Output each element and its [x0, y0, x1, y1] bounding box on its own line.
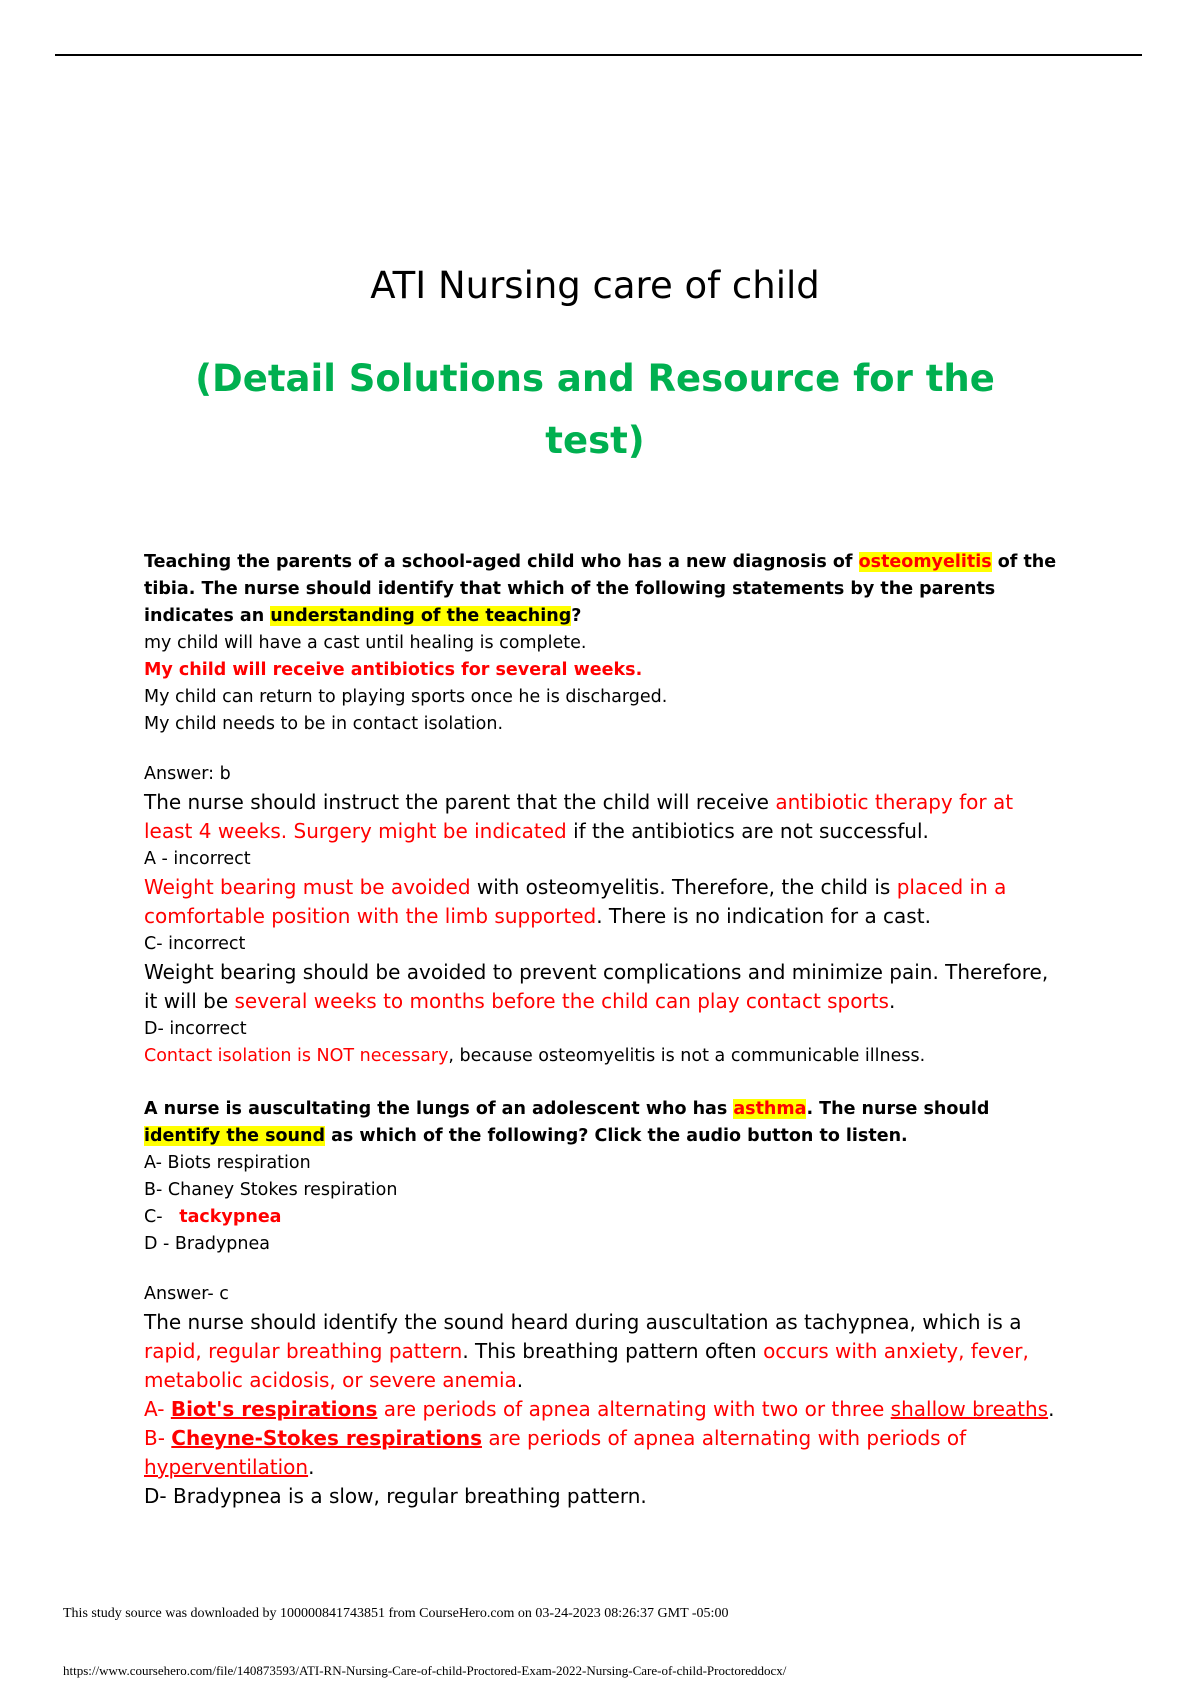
option-a-explanation: Weight bearing must be avoided with osteomyelitis. Therefore, the child is placed in a comfortable position with the limb supported. There is no indication for a cast.: [144, 875, 1007, 928]
option-a-label: A - incorrect: [144, 849, 251, 869]
question-1-option: my child will have a cast until healing is complete.: [144, 633, 587, 653]
question-2-option-c: C- tackypnea: [144, 1207, 282, 1227]
option-d-label: D- incorrect: [144, 1019, 247, 1039]
question-2-explanation: The nurse should identify the sound heard during auscultation as tachypnea, which is a rapid, regular breathing pattern. This breathing pattern often occurs with anxiety, fever, metabolic acidosis, or severe anemia.: [144, 1310, 1029, 1392]
option-b-cheyne-stokes: B- Cheyne-Stokes respirations are periods of apnea alternating with periods of hyperventilation.: [144, 1426, 967, 1479]
document-title: ATI Nursing care of child: [370, 264, 820, 307]
option-c-label: C- incorrect: [144, 934, 246, 954]
document-subtitle: (Detail Solutions and Resource for the test): [195, 357, 995, 462]
question-1-option: My child needs to be in contact isolation.: [144, 714, 504, 734]
option-d-bradypnea: D- Bradypnea is a slow, regular breathing pattern.: [144, 1484, 647, 1508]
question-2-stem: A nurse is auscultating the lungs of an adolescent who has asthma. The nurse should identify the sound as which of the following? Click the audio button to listen.: [144, 1099, 990, 1146]
question-1-stem: Teaching the parents of a school-aged child who has a new diagnosis of osteomyelitis of the tibia. The nurse should identify that which of the following statements by the parents indicates an understanding of the teaching?: [144, 552, 1057, 626]
option-c-explanation: Weight bearing should be avoided to prevent complications and minimize pain. Therefore, it will be several weeks to months before the child can play contact sports.: [144, 960, 1049, 1013]
option-d-explanation: Contact isolation is NOT necessary, because osteomyelitis is not a communicable illness.: [144, 1046, 926, 1066]
highlight-osteomyelitis: osteomyelitis: [858, 552, 992, 572]
question-2-option-a: A- Biots respiration: [144, 1153, 311, 1173]
highlight-understanding: understanding of the teaching: [270, 606, 572, 626]
question-1-option: My child can return to playing sports once he is discharged.: [144, 687, 668, 707]
question-1-answer: Answer: b: [144, 764, 231, 784]
highlight-identify-sound: identify the sound: [144, 1126, 325, 1146]
question-1-explanation: The nurse should instruct the parent that the child will receive antibiotic therapy for at least 4 weeks. Surgery might be indicated if the antibiotics are not successful.: [144, 790, 1014, 843]
footer-url[interactable]: https://www.coursehero.com/file/140873593/ATI-RN-Nursing-Care-of-child-Proctored-Exam-2022-Nursing-Care-of-child-Proctoreddocx/: [63, 1663, 787, 1678]
option-a-biots: A- Biot's respirations are periods of apnea alternating with two or three shallow breaths.: [144, 1397, 1055, 1421]
question-1-correct-option: My child will receive antibiotics for several weeks.: [144, 660, 643, 680]
question-2-option-b: B- Chaney Stokes respiration: [144, 1180, 398, 1200]
top-rule: [55, 54, 1142, 56]
document-body: [144, 549, 1059, 1511]
question-2-option-d: D - Bradypnea: [144, 1234, 270, 1254]
question-2-answer: Answer- c: [144, 1284, 229, 1304]
highlight-asthma: asthma: [733, 1099, 807, 1119]
footer-source-note: This study source was downloaded by 100000841743851 from CourseHero.com on 03-24-2023 08:26:37 GMT -05:00: [63, 1606, 729, 1621]
